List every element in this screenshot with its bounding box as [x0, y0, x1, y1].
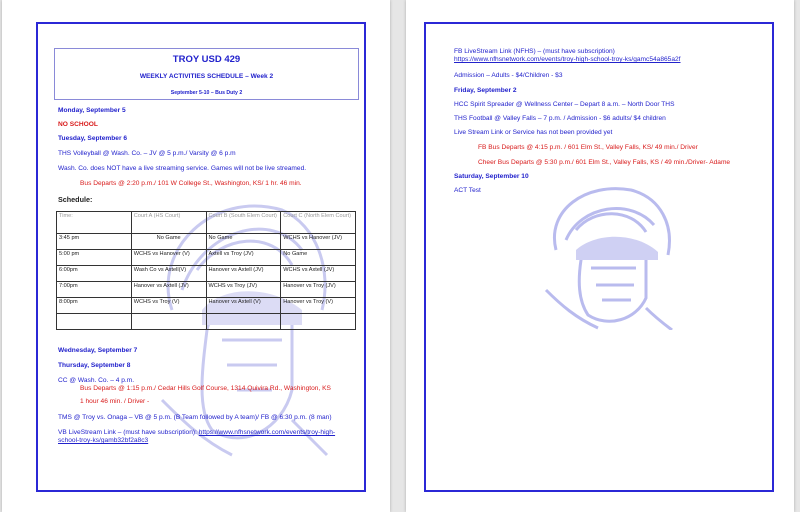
table-cell: Axtell vs Troy (JV) [206, 250, 281, 266]
table-cell: Wash Co vs Axtell(V) [131, 266, 206, 282]
thursday-tms: TMS @ Troy vs. Onaga – VB @ 5 p.m. (B Team followed by A team)/ FB @ 6:30 p.m. (8 man) [58, 414, 332, 421]
no-school-text: NO SCHOOL [58, 121, 98, 128]
document-page-1 [2, 0, 390, 512]
table-header-cell: Court A (HS Court) [131, 212, 206, 234]
table-row [57, 298, 356, 314]
table-cell: WCHS vs Axtell (JV) [281, 266, 356, 282]
fb-bus-text: FB Bus Departs @ 4:15 p.m. / 601 Elm St., Valley Falls, KS/ 49 min./ Driver [478, 144, 698, 151]
schedule-table [56, 211, 356, 330]
table-cell: Hanover vs Axtell (JV) [131, 282, 206, 298]
table-cell: WCHS vs Troy (JV) [206, 282, 281, 298]
table-cell: Hanover vs Troy (V) [281, 298, 356, 314]
vb-stream-link[interactable]: https://www.nfhsnetwork.com/events/troy-high- [198, 429, 336, 436]
vb-stream-label: VB LiveStream Link – (must have subscription): [58, 429, 197, 436]
fb-stream-link[interactable]: https://www.nfhsnetwork.com/events/troy-high-school-troy-ks/gamc54a865a2f [454, 56, 681, 63]
hcc-line: HCC Spirit Spreader @ Wellness Center – Depart 8 a.m. – North Door THS [454, 101, 675, 108]
table-cell: 3:45 pm [57, 234, 132, 250]
friday-heading: Friday, September 2 [454, 87, 517, 94]
admission-text: Admission – Adults - $4/Children - $3 [454, 72, 563, 79]
thursday-cc: CC @ Wash. Co. – 4 p.m. [58, 377, 135, 384]
cheer-bus-text: Cheer Bus Departs @ 5:30 p.m./ 601 Elm St., Valley Falls, KS / 49 min./Driver- Adame [478, 159, 731, 166]
table-header-cell: Time: [57, 212, 132, 234]
fb-stream-label: FB LiveStream Link (NFHS) – (must have subscription) [454, 48, 615, 55]
table-row [57, 282, 356, 298]
document-page-2 [406, 0, 794, 512]
tuesday-bus: Bus Departs @ 2:20 p.m./ 101 W College St., Washington, KS/ 1 hr. 46 min. [80, 180, 302, 187]
table-row [57, 314, 356, 330]
table-cell: No Game [281, 250, 356, 266]
ths-football-text: THS Football @ Valley Falls – 7 p.m. / Admission - $6 adults/ $4 children [454, 115, 666, 122]
tuesday-heading: Tuesday, September 6 [58, 135, 128, 142]
vb-stream-link-cont[interactable]: school-troy-ks/gamb32bf2a8c3 [58, 437, 149, 444]
trojan-watermark-icon [536, 180, 676, 330]
vb-stream-line [58, 429, 335, 437]
table-cell [131, 314, 206, 330]
table-cell: Hanover vs Troy (JV) [281, 282, 356, 298]
table-row [57, 266, 356, 282]
table-cell: 5:00 pm [57, 250, 132, 266]
table-cell: WCHS vs Troy (V) [131, 298, 206, 314]
monday-heading: Monday, September 5 [58, 107, 126, 114]
table-row [57, 234, 356, 250]
tuesday-stream-note: Wash. Co. does NOT have a live streaming service. Games will not be live streamed. [58, 165, 307, 172]
table-cell: Hanover vs Axtell (JV) [206, 266, 281, 282]
table-cell: WCHS vs Hanover (JV) [281, 234, 356, 250]
schedule-label: Schedule: [58, 195, 93, 204]
table-header-row [57, 212, 356, 234]
table-cell: No Game [131, 234, 206, 250]
table-cell: No Game [206, 234, 281, 250]
page-subtitle: WEEKLY ACTIVITIES SCHEDULE – Week 2 [139, 73, 274, 80]
saturday-heading: Saturday, September 10 [454, 173, 529, 180]
hcc-text [454, 101, 674, 109]
table-cell [57, 314, 132, 330]
wednesday-heading: Wednesday, September 7 [58, 347, 138, 354]
page-title: TROY USD 429 [172, 54, 241, 65]
thursday-cc-bus-2: 1 hour 46 min. / Driver - [80, 398, 150, 405]
no-stream-text: Live Stream Link or Service has not been provided yet [454, 129, 613, 136]
table-cell: WCHS vs Hanover (V) [131, 250, 206, 266]
thursday-cc-bus: Bus Departs @ 1:15 p.m./ Cedar Hills Golf Course, 1314 Quivira Rd., Washington, KS [80, 385, 331, 392]
table-header-cell: Court C (North Elem Court) [281, 212, 356, 234]
table-cell: Hanover vs Axtell (V) [206, 298, 281, 314]
table-cell [281, 314, 356, 330]
table-cell: 6:00pm [57, 266, 132, 282]
table-header-cell: Court B (South Elem Court) [206, 212, 281, 234]
page-dates: September 5-10 – Bus Duty 2 [170, 90, 243, 96]
act-text: ACT Test [454, 187, 481, 194]
table-cell [206, 314, 281, 330]
table-cell: 7:00pm [57, 282, 132, 298]
thursday-heading: Thursday, September 8 [58, 362, 131, 369]
tuesday-volleyball: THS Volleyball @ Wash. Co. – JV @ 5 p.m./ Varsity @ 6 p.m [58, 150, 236, 157]
table-cell: 8:00pm [57, 298, 132, 314]
table-row [57, 250, 356, 266]
